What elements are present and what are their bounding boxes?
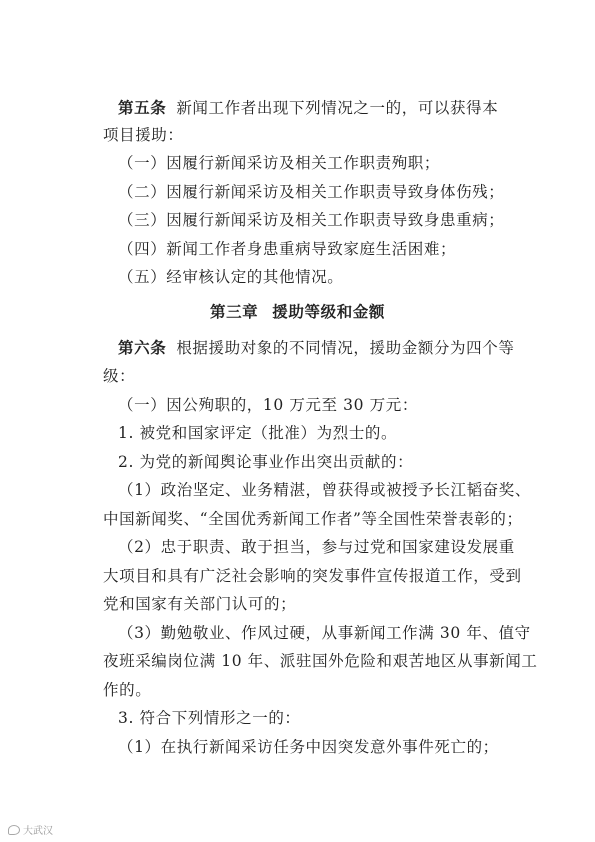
article6-line-1: （一）因公殉职的，10 万元至 30 万元： [118,396,418,414]
article6-line1 [118,338,514,358]
weibo-logo-icon [8,825,20,835]
article6-line-6: （2）忠于职责、敢于担当，参与过党和国家建设发展重 [118,538,515,556]
chapter-label: 第三章 [209,303,259,321]
article6-line-5: 中国新闻奖、“全国优秀新闻工作者”等全国性荣誉表彰的； [103,510,523,528]
article5-text-line1: 新闻工作者出现下列情况之一的，可以获得本 [176,99,499,117]
article6-line-7: 大项目和具有广泛社会影响的突发事件宣传报道工作，受到 [103,567,522,585]
article6-line-3: 2. 为党的新闻舆论事业作出突出贡献的： [118,453,414,471]
watermark [8,822,53,837]
article5-label: 第五条 [118,99,167,117]
article6-text-line1: 根据援助对象的不同情况，援助金额分为四个等 [176,339,515,357]
article5-text-line2: 项目援助： [103,126,184,144]
article6-line-13: （1）在执行新闻采访任务中因突发意外事件死亡的； [118,738,499,756]
chapter-title: 援助等级和金额 [272,303,385,321]
article6-text-line2: 级： [103,367,136,385]
article6-line-8: 党和国家有关部门认可的； [103,595,297,613]
article5-item-3: （三）因履行新闻采访及相关工作职责导致身患重病； [118,211,505,229]
article6-line-4: （1）政治坚定、业务精湛，曾获得或被授予长江韬奋奖、 [118,481,531,499]
article6-line-10: 夜班采编岗位满 10 年、派驻国外危险和艰苦地区从事新闻工 [103,652,538,670]
article5-item-5: （五）经审核认定的其他情况。 [118,268,344,286]
article5-item-1: （一）因履行新闻采访及相关工作职责殉职； [118,154,441,172]
chapter-heading [0,302,595,322]
article6-line-12: 3. 符合下列情形之一的： [118,709,301,727]
watermark-text: 大武汉 [23,826,53,837]
article5-line1 [118,98,498,118]
article5-item-4: （四）新闻工作者身患重病导致家庭生活困难； [118,240,457,258]
article6-line-11: 作的。 [103,681,152,699]
article6-line-2: 1. 被党和国家评定（批准）为烈士的。 [118,424,398,442]
article5-item-2: （二）因履行新闻采访及相关工作职责导致身体伤残； [118,183,505,201]
article6-line-9: （3）勤勉敬业、作风过硬，从事新闻工作满 30 年、值守 [118,624,531,642]
article6-label: 第六条 [118,339,167,357]
